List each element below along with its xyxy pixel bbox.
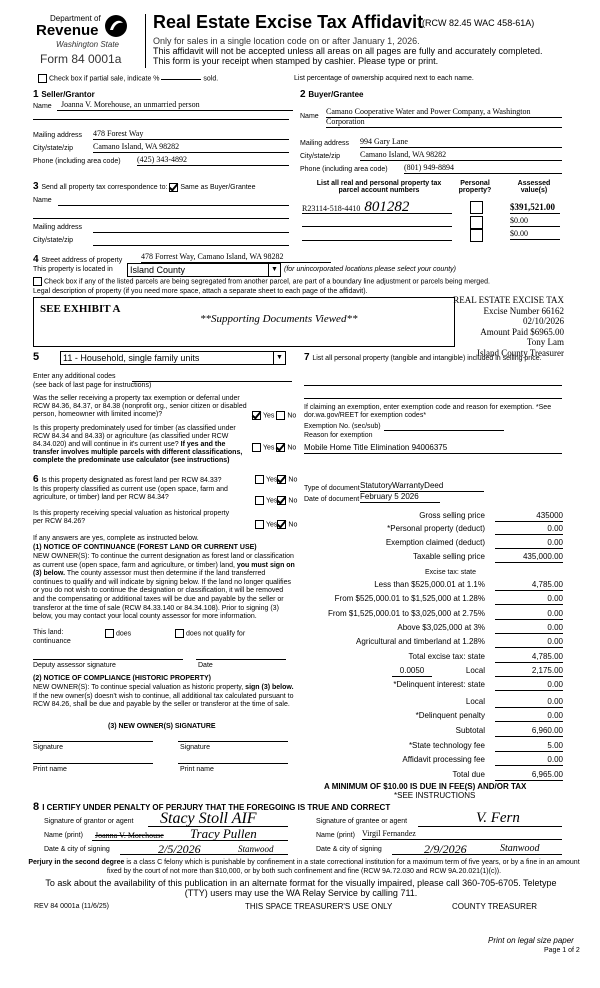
owner-print-label-2: Print name: [180, 766, 214, 773]
assessed-value-2[interactable]: $0.00: [510, 216, 560, 227]
corr-city-label: City/state/zip: [33, 237, 74, 244]
chevron-down-icon: ▼: [268, 264, 280, 276]
gross-price-label: Gross selling price: [419, 511, 485, 520]
exemption-no-label: No: [287, 412, 297, 420]
personal-checkbox-1[interactable]: [470, 201, 483, 214]
exemption-yes-no: [252, 411, 296, 420]
reason-label: Reason for exemption: [304, 432, 373, 439]
partial-sale-row: [38, 74, 218, 83]
buyer-phone-label: Phone (including area code): [300, 166, 388, 173]
seller-mailing-label: Mailing address: [33, 132, 83, 139]
dor-logo-mark-icon: [104, 14, 128, 38]
notice2-title: (2) NOTICE OF COMPLIANCE (HISTORIC PROPERTY): [33, 675, 211, 682]
stamp-line5: Tony Lam: [526, 337, 564, 347]
bracket-5-value[interactable]: 0.00: [495, 637, 563, 648]
bracket-row-4: [303, 623, 563, 634]
same-as-buyer-label: Same as Buyer/Grantee: [180, 184, 256, 191]
this-land-label: This land:: [33, 629, 64, 636]
timber-yes-label: Yes: [263, 444, 275, 452]
partial-percent-field[interactable]: [161, 79, 201, 80]
reason-field[interactable]: Mobile Home Title Elimination 94006375: [304, 442, 562, 454]
notice1-title: (1) NOTICE OF CONTINUANCE (FOREST LAND OR CURRENT USE): [33, 544, 257, 551]
parcel-handwritten: 801282: [364, 199, 410, 215]
current-use-no-checkbox[interactable]: [277, 496, 286, 505]
street-field[interactable]: 478 Forrest Way, Camano Island, WA 98282: [141, 252, 331, 263]
perjury-text: is a class C felony which is punishable by confinement in a state correctional institution for a maximum term of five years, or by a fine in an amount fixed by the court of not more than $10,000, or by both such confinement and fine (RCW 9A.72.030 and RCW 9A.20.021(1)(c)).: [106, 859, 580, 875]
does-checkbox[interactable]: [105, 629, 114, 638]
current-use-yes-no: [255, 496, 297, 505]
grantee-signature: V. Fern: [476, 810, 520, 826]
legal-label: Legal description of property (if you need more space, attach a separate sheet to each page of the affidavit).: [33, 288, 368, 295]
stamp-line1: REAL ESTATE EXCISE TAX: [453, 295, 564, 305]
dept-line2: Revenue: [36, 22, 99, 39]
grantor-date-field[interactable]: [120, 854, 288, 855]
parcel-col-line1: List all real and personal property tax: [316, 180, 442, 187]
timber-yes-checkbox[interactable]: [252, 443, 261, 452]
forest-no-label: No: [288, 476, 298, 484]
delinquent-penalty-row: [303, 711, 563, 722]
delinquent-interest-value[interactable]: 0.00: [495, 680, 563, 691]
bracket-4-label: Above $3,025,000 at 3%: [397, 623, 485, 632]
seller-city-label: City/state/zip: [33, 145, 74, 152]
exemption-claimed-value[interactable]: 0.00: [495, 538, 563, 549]
seller-mailing-field[interactable]: 478 Forest Way: [93, 129, 289, 140]
bracket-row-5: [303, 637, 563, 648]
bracket-row-3: [303, 609, 563, 620]
segregated-row: [33, 277, 490, 286]
timber-no-checkbox[interactable]: [276, 443, 285, 452]
treasurer-use-only: THIS SPACE TREASURER'S USE ONLY: [245, 902, 393, 911]
historic-yes-checkbox[interactable]: [255, 520, 264, 529]
grantee-signature-label: Signature of grantee or agent: [316, 818, 408, 825]
legal-exhibit: SEE EXHIBIT A: [40, 303, 121, 315]
notice2-body-b: If the new owner(s) doesn't wish to continue, all additional tax calculated pursuant to RCW 84.26, shall be due and payable by the seller or transferor at the time of sale.: [33, 692, 294, 709]
gross-price-value[interactable]: 435000: [495, 511, 563, 522]
same-as-buyer-checkbox[interactable]: [169, 183, 178, 192]
seller-heading-label: Seller/Grantor: [41, 90, 95, 99]
county-value: Island County: [130, 265, 186, 275]
taxable-price-value[interactable]: 435,000.00: [495, 552, 563, 563]
stamp-line6: Island County Treasurer: [477, 347, 564, 358]
claim-exemption-label: If claiming an exemption, enter exemption code and reason for exemption. *See dor.wa.gov/REET for exemption codes*: [304, 404, 552, 419]
stamp-line2: Excise Number 66162: [483, 305, 564, 316]
taxable-price-label: Taxable selling price: [412, 552, 485, 561]
current-use-no-label: No: [288, 497, 298, 505]
grantor-name-handwritten: Tracy Pullen: [190, 826, 257, 841]
delinquent-penalty-value[interactable]: 0.00: [495, 711, 563, 722]
certify-heading: 8 I CERTIFY UNDER PENALTY OF PERJURY THAT THE FOREGOING IS TRUE AND CORRECT: [33, 801, 391, 813]
header-line1: Only for sales in a single location code on or after January 1, 2026.: [153, 36, 420, 46]
see-instructions-note: *SEE INSTRUCTIONS: [394, 791, 476, 800]
local-value[interactable]: 2,175.00: [495, 666, 563, 677]
assessed-value-1[interactable]: $391,521.00: [510, 201, 560, 214]
personal-col-line1: Personal: [460, 180, 490, 187]
parcel-field-1[interactable]: [302, 201, 452, 214]
legal-size-note: Print on legal size paper: [488, 936, 574, 945]
header-divider: [145, 14, 146, 68]
parcel-number: R23114-518-4410: [302, 204, 361, 213]
grantor-name-printed: Joanna V. Morehouse: [95, 831, 164, 840]
seller-name-line2[interactable]: [33, 119, 289, 120]
personal-property-deduct-label: *Personal property (deduct): [387, 524, 485, 533]
street-label: Street address of property: [41, 257, 123, 264]
stamp-line4: Amount Paid $6965.00: [480, 326, 564, 337]
bracket-1-label: Less than $525,000.01 at 1.1%: [374, 580, 485, 589]
historic-yes-no: [255, 520, 297, 529]
doc-date-label: Date of document: [304, 496, 360, 503]
timber-question-text: Is this property predominately used for timber (as classified under RCW 84.34 and 84.33) or agriculture (as classified under RCW 84.34.020) and will continue in it's current use?: [33, 425, 236, 448]
does-label: does: [116, 630, 132, 638]
owner-signature-field-2[interactable]: [178, 741, 288, 742]
grantor-signature: Stacy Stoll AIF: [160, 810, 257, 827]
historic-no-label: No: [288, 521, 298, 529]
notice3-title: (3) NEW OWNER(S) SIGNATURE: [108, 723, 216, 730]
accessibility-line1: To ask about the availability of this publication in an alternate format for the visually impaired, please call 360-705-6705. Teletype: [45, 878, 557, 888]
doc-type-label: Type of document: [304, 485, 360, 492]
partial-sale-checkbox[interactable]: [38, 74, 47, 83]
owner-signature-field-1[interactable]: [33, 741, 153, 742]
does-not-checkbox[interactable]: [175, 629, 184, 638]
dept-line1: Department of: [50, 14, 101, 23]
parcel-col-header: [306, 180, 452, 194]
street-label-row: 4 Street address of property: [33, 254, 123, 265]
deputy-date-label: Date: [198, 662, 213, 669]
certify-text: I CERTIFY UNDER PENALTY OF PERJURY THAT THE FOREGOING IS TRUE AND CORRECT: [42, 803, 391, 812]
if-any-yes: If any answers are yes, complete as instructed below.: [33, 535, 199, 542]
local-rate-field[interactable]: 0.0050: [392, 666, 432, 677]
notice1-body-b: The county assessor must then determine if the land transferred continues to qualify and will indicate by signing below. If the land no longer qualifies or you do not wish to continue the designation or classification, it will be removed and the compensating or additional taxes will be due and payable by the seller or transferor at the time of sale (RCW 84.33.140 or 84.34.108). Prior to signing (3) below, you may contact your local county assessor for more information.: [33, 570, 291, 621]
taxable-price-row: [303, 552, 563, 563]
bracket-4-value[interactable]: 0.00: [495, 623, 563, 634]
subtotal-row: [303, 726, 563, 737]
delinquent-penalty-label: *Delinquent penalty: [415, 711, 485, 720]
form-number: Form 84 0001a: [40, 52, 122, 66]
grantee-city-handwritten: Stanwood: [500, 843, 540, 854]
exemption-yes-checkbox[interactable]: [252, 411, 261, 420]
owner-print-field-1[interactable]: [33, 763, 153, 764]
timber-yes-no: [252, 443, 296, 452]
forest-yes-checkbox[interactable]: [255, 475, 264, 484]
tax-correspondence-label: Send all property tax correspondence to:: [41, 184, 168, 191]
use-code-value: 11 - Household, single family units: [63, 353, 200, 363]
bracket-row-2: [303, 594, 563, 605]
buyer-mailing-field[interactable]: 994 Gary Lane: [360, 137, 562, 148]
historic-yes-label: Yes: [266, 521, 278, 529]
exemption-claimed-row: [303, 538, 563, 549]
notice1-bold: you must sign on (3) below.: [33, 561, 295, 578]
buyer-city-label: City/state/zip: [300, 153, 341, 160]
deputy-signature-field[interactable]: [33, 659, 183, 660]
grantee-date-label: Date & city of signing: [316, 846, 382, 853]
section5-number: 5: [33, 351, 40, 363]
buyer-city-field[interactable]: Camano Island, WA 98282: [360, 150, 562, 161]
perjury-notice: [24, 859, 584, 876]
parcel-field-2[interactable]: [302, 226, 452, 227]
buyer-mailing-label: Mailing address: [300, 140, 350, 147]
header-line3: This form is your receipt when stamped by cashier. Please type or print.: [153, 56, 439, 66]
grantor-date-label: Date & city of signing: [44, 846, 110, 853]
grantor-name-label: Name (print): [44, 832, 83, 839]
notice1-body-a: NEW OWNER(S): To continue the current designation as forest land or classification as current use (open space, farm and agriculture, or timber) land,: [33, 553, 294, 569]
dept-line3: Washington State: [56, 40, 120, 49]
total-state-label: Total excise tax: state: [408, 652, 485, 661]
owner-signature-label-1: Signature: [33, 744, 63, 751]
historic-question: Is this property receiving special valuation as historical property per RCW 84.26?: [33, 510, 230, 525]
exemption-no-field[interactable]: [384, 430, 504, 431]
parcel-field-3[interactable]: [302, 240, 452, 241]
subtotal-label: Subtotal: [455, 726, 485, 735]
gross-price-row: [303, 511, 563, 522]
buyer-name-field[interactable]: Camano Cooperative Water and Power Company, a Washington: [326, 107, 562, 118]
forest-question: 6 Is this property designated as forest land per RCW 84.33?: [33, 474, 222, 485]
bracket-3-label: From $1,525,000.01 to $3,025,000 at 2.75%: [327, 609, 485, 618]
exemption-claimed-label: Exemption claimed (deduct): [385, 538, 485, 547]
personal-checkbox-2[interactable]: [470, 216, 483, 229]
notice2-body-a: NEW OWNER(S): To continue special valuation as historic property,: [33, 684, 244, 691]
tax-correspondence-row: 3 Send all property tax correspondence to: Same as Buyer/Grantee: [33, 181, 256, 192]
exemption-no-label: Exemption No. (sec/sub): [304, 423, 381, 430]
grantee-date-field[interactable]: [392, 854, 562, 855]
dor-logo: [32, 12, 132, 70]
seller-city-field[interactable]: Camano Island, WA 98282: [93, 142, 289, 153]
owner-print-label-1: Print name: [33, 766, 67, 773]
county-select[interactable]: [127, 263, 281, 277]
excise-state-label: Excise tax: state: [425, 569, 476, 576]
delinquent-interest-row: [303, 680, 563, 691]
subtotal-value[interactable]: 6,960.00: [495, 726, 563, 737]
processing-fee-label: Affidavit processing fee: [402, 755, 485, 764]
county-treasurer-label: COUNTY TREASURER: [452, 902, 538, 911]
buyer-name-label: Name: [300, 113, 319, 120]
current-use-question: Is this property classified as current use (open space, farm and agriculture, or timber) land per RCW 84.34?: [33, 486, 228, 501]
parcel-col-line2: parcel account numbers: [338, 187, 420, 194]
corr-name-label: Name: [33, 197, 52, 204]
delinquent-interest-label: *Delinquent interest: state: [393, 680, 485, 689]
county-note: (for unincorporated locations please select your county): [284, 266, 456, 273]
county-label: This property is located in: [33, 266, 113, 273]
notice1-body: [33, 553, 295, 622]
forest-yes-label: Yes: [266, 476, 278, 484]
total-due-value[interactable]: 6,965.00: [495, 770, 563, 781]
additional-codes-label: Enter any additional codes: [33, 373, 116, 380]
this-land-row: [33, 629, 295, 636]
delinquent-local-label: Local: [465, 697, 485, 706]
supporting-docs: **Supporting Documents Viewed**: [200, 313, 358, 325]
total-due-label: Total due: [452, 770, 485, 779]
buyer-heading: 2 Buyer/Grantee: [300, 89, 364, 100]
personal-col-line2: property?: [458, 187, 492, 194]
corr-city-field[interactable]: [93, 245, 289, 246]
historic-no-checkbox[interactable]: [277, 520, 286, 529]
ownership-note: List percentage of ownership acquired next to each name.: [294, 75, 474, 82]
personal-property-label: 7 List all personal property (tangible and intangible) included in selling price.: [304, 352, 542, 363]
forest-no-checkbox[interactable]: [277, 475, 286, 484]
doc-date-field[interactable]: February 5 2026: [360, 492, 440, 503]
grantee-name-label: Name (print): [316, 832, 355, 839]
corr-mailing-field[interactable]: [93, 232, 289, 233]
processing-fee-value[interactable]: 0.00: [495, 755, 563, 766]
grantor-date-handwritten: 2/5/2026: [158, 842, 201, 856]
delinquent-local-row: [303, 697, 563, 708]
tech-fee-label: *State technology fee: [408, 741, 485, 750]
deputy-signature-label: Deputy assessor signature: [33, 662, 116, 669]
timber-question-bold: If yes and the transfer involves multiple parcels with different classifications, complete the predominate use calculator (see instructions): [33, 441, 243, 464]
seller-name-field[interactable]: Joanna V. Morehouse, an unmarried person: [57, 100, 293, 111]
buyer-heading-label: Buyer/Grantee: [308, 90, 364, 99]
grantor-city-handwritten: Stanwood: [238, 844, 274, 854]
processing-fee-row: [303, 755, 563, 766]
personal-col-header: [452, 180, 498, 194]
timber-question: [33, 425, 249, 465]
delinquent-local-value[interactable]: 0.00: [495, 697, 563, 708]
page-title: Real Estate Excise Tax Affidavit: [153, 12, 424, 32]
personal-property-deduct-value[interactable]: 0.00: [495, 524, 563, 535]
bracket-2-label: From $525,000.01 to $1,525,000 at 1.28%: [334, 594, 485, 603]
total-state-row: [303, 652, 563, 663]
notice2-body: [33, 684, 295, 710]
current-use-yes-label: Yes: [266, 497, 278, 505]
perjury-bold: Perjury in the second degree: [28, 859, 125, 866]
stamp-line3: 02/10/2026: [522, 316, 564, 326]
seller-phone-field[interactable]: (425) 343-4892: [137, 155, 289, 166]
use-code-select[interactable]: [60, 351, 286, 365]
title-ref: (RCW 82.45 WAC 458-61A): [422, 18, 535, 28]
current-use-yes-checkbox[interactable]: [255, 496, 264, 505]
segregated-label: Check box if any of the listed parcels are being segregated from another parcel, are part of a boundary line adjustment or parcels being merged.: [44, 278, 490, 286]
exemption-yes-label: Yes: [263, 412, 275, 420]
forest-question-text: Is this property designated as forest land per RCW 84.33?: [41, 477, 222, 484]
chevron-down-icon: ▼: [273, 352, 285, 364]
buyer-name-field-line2[interactable]: Corporation: [326, 117, 562, 128]
seller-heading: 1 Seller/Grantor: [33, 89, 95, 100]
local-label: Local: [465, 666, 485, 675]
treasurer-stamp: [452, 295, 564, 358]
bracket-5-label: Agricultural and timberland at 1.28%: [356, 637, 485, 646]
page-number: Page 1 of 2: [544, 947, 580, 954]
additional-codes-note: (see back of last page for instructions): [33, 382, 152, 389]
header-line2: This affidavit will not be accepted unless all areas on all pages are fully and accurately completed.: [153, 46, 543, 56]
total-due-row: [303, 770, 563, 781]
personal-property-text: List all personal property (tangible and intangible) included in selling price.: [312, 355, 542, 362]
bracket-row-1: [303, 580, 563, 591]
does-not-label: does not qualify for: [186, 630, 246, 638]
total-state-value[interactable]: 4,785.00: [495, 652, 563, 663]
corr-mailing-label: Mailing address: [33, 224, 83, 231]
grantor-signature-label: Signature of grantor or agent: [44, 818, 134, 825]
corr-name-field[interactable]: [58, 205, 289, 206]
partial-label-a: Check box if partial sale, indicate %: [49, 75, 160, 83]
personal-property-field-1[interactable]: [304, 385, 562, 386]
forest-yes-no: [255, 475, 297, 484]
timber-no-label: No: [287, 444, 297, 452]
buyer-phone-field[interactable]: (801) 949-8894: [404, 163, 562, 174]
tech-fee-value[interactable]: 5.00: [495, 741, 563, 752]
owner-signature-label-2: Signature: [180, 744, 210, 751]
segregated-checkbox[interactable]: [33, 277, 42, 286]
assessed-col-header: [506, 180, 562, 194]
accessibility-line2: (TTY) users may use the WA Relay Service by calling 711.: [184, 888, 418, 898]
grantee-date-handwritten: 2/9/2026: [424, 842, 467, 856]
minimum-due-note: A MINIMUM OF $10.00 IS DUE IN FEE(S) AND/OR TAX: [324, 782, 527, 791]
doc-type-field[interactable]: StatutoryWarrantyDeed: [360, 481, 484, 492]
assessed-col-line2: value(s): [520, 187, 548, 194]
partial-label-b: sold.: [203, 75, 219, 83]
owner-print-field-2[interactable]: [178, 763, 288, 764]
bracket-1-value[interactable]: 4,785.00: [495, 580, 563, 591]
notice2-bold: sign (3) below.: [245, 684, 294, 691]
assessed-col-line1: Assessed: [517, 180, 551, 187]
personal-property-field-2[interactable]: [304, 398, 562, 399]
seller-name-label: Name: [33, 103, 52, 110]
grantee-name-field[interactable]: Virgil Fernandez: [362, 829, 562, 840]
exemption-question: Was the seller receiving a property tax exemption or deferral under RCW 84.36, 84.37, or 84.38 (nonprofit org., senior citizen or disabled person, homeowner with limited income)?: [33, 395, 247, 418]
additional-codes-field[interactable]: [132, 381, 292, 382]
local-row: [303, 666, 563, 677]
deputy-date-field[interactable]: [196, 659, 286, 660]
rev-number: REV 84 0001a (11/6/25): [34, 903, 109, 910]
exemption-no-checkbox[interactable]: [276, 411, 285, 420]
seller-phone-label: Phone (including area code): [33, 158, 121, 165]
assessed-value-3[interactable]: $0.00: [510, 229, 560, 240]
bracket-2-value[interactable]: 0.00: [495, 594, 563, 605]
personal-property-row: [303, 524, 563, 535]
continuance-label: continuance: [33, 638, 71, 645]
bracket-3-value[interactable]: 0.00: [495, 609, 563, 620]
corr-name-line2[interactable]: [33, 218, 289, 219]
tech-fee-row: [303, 741, 563, 752]
personal-checkbox-3[interactable]: [470, 229, 483, 242]
